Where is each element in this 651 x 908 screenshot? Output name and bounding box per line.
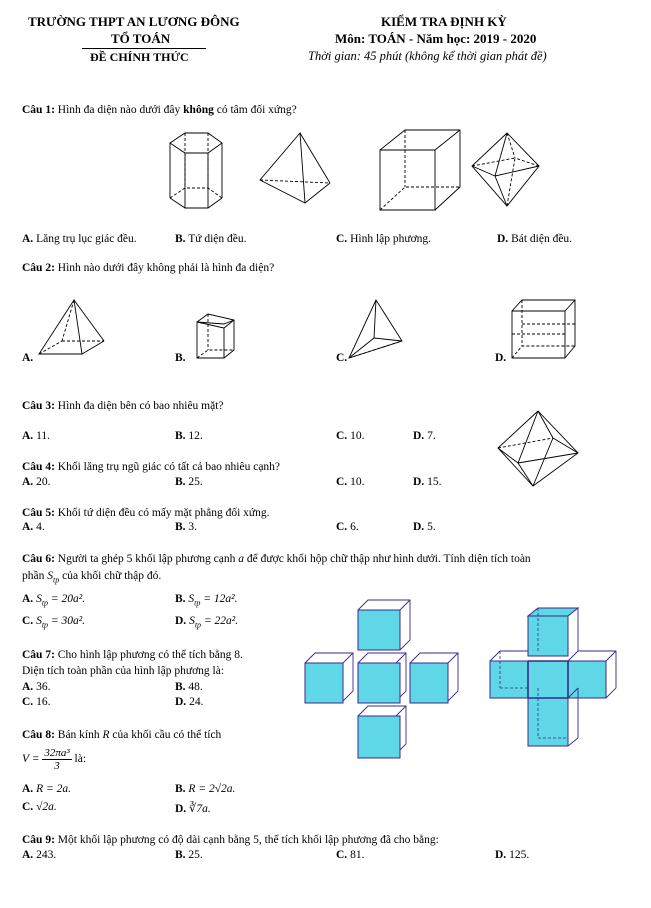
cross-solid-figure [488,616,638,758]
q9-option-c[interactable]: C. 81. [336,849,365,861]
official-label: ĐỀ CHÍNH THỨC [90,50,189,64]
q8-option-b[interactable]: B. R = 2√2a. [175,783,236,795]
question-8-line1: Câu 8: Bán kính R của khối cầu có thể tích [22,729,222,741]
question-5: Câu 5: Khối tứ diện đều có mấy mặt phẳng đối xứng. [22,507,270,519]
q5-option-b[interactable]: B. 3. [175,521,198,533]
q3-polyhedron-figure [493,408,583,490]
q9-option-d[interactable]: D. 125. [495,849,530,861]
q8-option-c[interactable]: C. √2a. [22,801,57,813]
question-6-line2: phần $S_{tp}$ của khối chữ thập đó. [22,570,162,585]
q2-figure-d [507,296,582,360]
cube-figure [375,125,465,215]
q6-option-b[interactable]: B. $S_{tp} = 12a^2$. [175,593,238,608]
question-9: Câu 9: Một khối lập phương có độ dài cạnh bằng 5, thể tích khối lập phương đã cho bằng: [22,834,439,846]
q4-option-b[interactable]: B. 25. [175,476,203,488]
q6-option-d[interactable]: D. $S_{tp} = 22a^2$. [175,615,239,630]
question-4: Câu 4: Khối lăng trụ ngũ giác có tất cả bao nhiêu cạnh? [22,461,281,473]
cube-net-figure [300,596,475,761]
hexagonal-prism-figure [160,128,240,213]
q7-option-a[interactable]: A. 36. [22,681,51,693]
q4-option-d[interactable]: D. 15. [413,476,442,488]
question-8-formula: V = $\frac{\text{32πa³}}{3}$ là: [22,747,87,772]
school-name: TRƯỜNG THPT AN LƯƠNG ĐÔNG [28,14,240,29]
question-2: Câu 2: Hình nào dưới đây không phải là hình đa diện? [22,262,275,274]
q5-option-d[interactable]: D. 5. [413,521,436,533]
q7-option-b[interactable]: B. 48. [175,681,203,693]
time-line: Thời gian: 45 phút (không kể thời gian phát đề) [308,49,547,63]
q6-option-a[interactable]: A. $S_{tp} = 20a^2$. [22,593,86,608]
q1-option-d[interactable]: D. Bát diện đều. [497,233,573,245]
q5-option-a[interactable]: A. 4. [22,521,45,533]
subject-line: Môn: TOÁN - Năm học: 2019 - 2020 [335,31,537,46]
q6-option-c[interactable]: C. $S_{tp} = 30a^2$. [22,615,86,630]
q2-option-d[interactable]: D. [495,352,507,364]
q2-figure-a [34,296,109,358]
q4-option-c[interactable]: C. 10. [336,476,365,488]
q9-option-b[interactable]: B. 25. [175,849,203,861]
q8-option-d[interactable]: D. ∛7a. [175,803,211,815]
q2-option-c[interactable]: C. [336,352,348,364]
q1-option-c[interactable]: C. Hình lập phương. [336,233,432,245]
exam-title: KIỂM TRA ĐỊNH KỲ [381,14,507,29]
question-3: Câu 3: Hình đa diện bên có bao nhiêu mặt? [22,400,224,412]
q2-option-a[interactable]: A. [22,352,34,364]
q7-option-c[interactable]: C. 16. [22,696,51,708]
header-divider [82,48,206,49]
question-7-line1: Câu 7: Cho hình lập phương có thể tích bằng 8. [22,649,243,661]
q1-option-a[interactable]: A. Lăng trụ lục giác đều. [22,233,137,245]
question-7-line2: Diện tích toàn phần của hình lập phương là: [22,665,225,677]
q3-option-a[interactable]: A. 11. [22,430,51,442]
q2-figure-c [344,296,419,361]
tetrahedron-figure [255,128,335,213]
question-6-line1: Câu 6: Người ta ghép 5 khối lập phương cạnh a để được khối hộp chữ thập như hình dưới. Tính diện tích toàn [22,553,531,565]
q4-option-a[interactable]: A. 20. [22,476,51,488]
q7-option-d[interactable]: D. 24. [175,696,204,708]
q3-option-d[interactable]: D. 7. [413,430,436,442]
q5-option-c[interactable]: C. 6. [336,521,359,533]
question-1: Câu 1: Hình đa diện nào dưới đây không có tâm đối xứng? [22,104,297,116]
q3-option-c[interactable]: C. 10. [336,430,365,442]
q9-option-a[interactable]: A. 243. [22,849,57,861]
q3-option-b[interactable]: B. 12. [175,430,203,442]
q2-option-b[interactable]: B. [175,352,186,364]
q2-figure-b [192,310,242,360]
q1-option-b[interactable]: B. Tứ diện đều. [175,233,247,245]
department: TỔ TOÁN [111,31,171,46]
q8-option-a[interactable]: A. R = 2a. [22,783,71,795]
octahedron-figure [467,128,547,213]
